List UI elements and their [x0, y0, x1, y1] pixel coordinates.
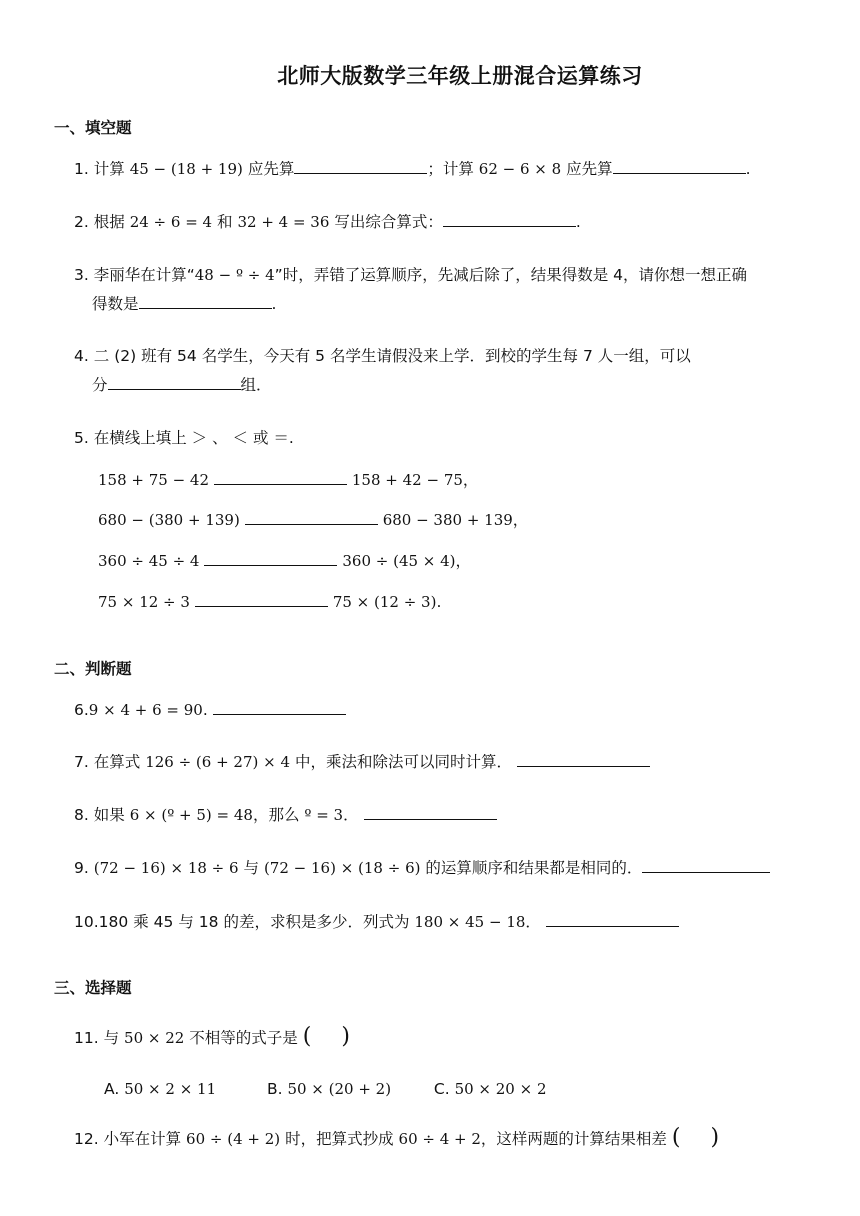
punctuation: ．	[525, 913, 541, 931]
question-4-line-1	[74, 344, 691, 368]
comparison-row	[98, 468, 478, 492]
question-number: 11.	[74, 1029, 99, 1047]
question-10	[74, 910, 679, 934]
answer-blank[interactable]	[204, 551, 337, 566]
class-number: (2)	[114, 347, 137, 365]
punctuation: .	[575, 213, 581, 231]
question-text: 的差，求积是多少．列式为	[223, 913, 410, 931]
number: 4	[613, 266, 624, 284]
question-text: 人一组，可以	[597, 347, 691, 365]
number: 180	[98, 913, 129, 931]
question-text: ，那么	[252, 806, 300, 824]
answer-blank[interactable]	[642, 858, 770, 873]
question-text: 名学生请假没来上学．到校的学生每	[329, 347, 578, 365]
question-text: 中，乘法和除法可以同时计算．	[294, 753, 512, 771]
question-text: 在横线上填上 ＞ 、 ＜ 或 ＝.	[93, 429, 294, 447]
math-expression: 680 − 380 + 139	[382, 511, 513, 529]
question-text: ，请你想一想正确	[623, 266, 748, 284]
answer-blank[interactable]	[195, 592, 328, 607]
punctuation: .	[202, 701, 208, 719]
question-number: 2.	[74, 213, 89, 231]
question-text: 计算	[93, 160, 125, 178]
comparison-row	[98, 549, 471, 573]
math-expression: 50 × 22	[124, 1029, 185, 1047]
answer-blank[interactable]	[108, 375, 241, 390]
question-number: 9.	[74, 859, 89, 877]
question-text: 与	[243, 859, 260, 877]
question-text: 根据	[93, 213, 125, 231]
option-label: A.	[104, 1080, 120, 1098]
math-expression: º = 3	[304, 806, 344, 824]
option-a[interactable]	[104, 1077, 262, 1101]
answer-blank[interactable]	[214, 470, 347, 485]
math-expression: 32 + 4 = 36	[237, 213, 330, 231]
math-expression: 680 − (380 + 139)	[98, 511, 240, 529]
answer-blank[interactable]	[546, 912, 679, 927]
question-number: 3.	[74, 266, 89, 284]
answer-blank[interactable]	[443, 212, 576, 227]
question-text: 名学生，今天有	[201, 347, 311, 365]
question-text: 与	[103, 1029, 120, 1047]
punctuation: ．	[343, 806, 359, 824]
question-number: 4.	[74, 347, 89, 365]
question-text: 和	[217, 213, 233, 231]
question-text: 李丽华在计算“	[93, 266, 195, 284]
option-label: C.	[433, 1080, 450, 1098]
math-expression: (72 − 16) × 18 ÷ 6	[93, 859, 239, 877]
question-text: 与	[178, 913, 194, 931]
question-3-line-2	[92, 292, 276, 316]
math-expression: 50 × (20 + 2)	[287, 1080, 392, 1098]
question-3-line-1	[74, 263, 747, 287]
question-text: 不相等的式子是	[189, 1029, 298, 1047]
question-12	[74, 1127, 719, 1151]
math-expression: 6 × (º + 5) = 48	[129, 806, 253, 824]
section-heading-true-false: 二、判断题	[54, 660, 132, 678]
punctuation: ，	[455, 552, 472, 570]
math-expression: 360 ÷ (45 × 4)	[342, 552, 456, 570]
answer-blank[interactable]	[139, 294, 272, 309]
question-text: 小军在计算	[103, 1130, 182, 1148]
section-heading-multiple-choice: 三、选择题	[54, 979, 132, 997]
math-expression: (72 − 16) × (18 ÷ 6)	[263, 859, 421, 877]
answer-blank[interactable]	[364, 805, 497, 820]
question-text: 在算式	[93, 753, 141, 771]
question-text: 应先算	[566, 160, 613, 178]
question-text: 得数是	[92, 295, 139, 313]
question-5	[74, 426, 294, 450]
number: 45	[153, 913, 174, 931]
math-expression: 45 − (18 + 19)	[129, 160, 243, 178]
math-expression: 158 + 42 − 75	[351, 471, 463, 489]
question-number: 10.	[74, 913, 99, 931]
punctuation: .	[745, 160, 751, 178]
answer-blank[interactable]	[517, 752, 650, 767]
number: 5	[315, 347, 326, 365]
comparison-row	[98, 590, 441, 614]
question-text: 班有	[141, 347, 173, 365]
math-expression: 60 ÷ (4 + 2)	[186, 1130, 281, 1148]
math-expression: 360 ÷ 45 ÷ 4	[98, 552, 200, 570]
question-11	[74, 1026, 350, 1050]
question-text: 时，把算式抄成	[285, 1130, 394, 1148]
answer-paren-open: (	[671, 1125, 681, 1150]
question-2	[74, 210, 581, 234]
question-text: ；计算	[427, 160, 474, 178]
math-expression: 180 × 45 − 18	[414, 913, 526, 931]
question-8	[74, 803, 497, 827]
number: 7	[582, 347, 593, 365]
question-number: 5.	[74, 429, 89, 447]
answer-blank[interactable]	[245, 510, 378, 525]
answer-paren-open: (	[302, 1024, 312, 1049]
question-text: 如果	[93, 806, 125, 824]
question-number: 8.	[74, 806, 89, 824]
question-number: 1.	[74, 160, 89, 178]
punctuation: ，	[462, 471, 479, 489]
math-expression: 126 ÷ (6 + 27) × 4	[145, 753, 291, 771]
question-text: 二	[93, 347, 110, 365]
page-title: 北师大版数学三年级上册混合运算练习	[277, 64, 643, 88]
answer-paren-close: )	[710, 1125, 720, 1150]
math-expression: 75 × (12 ÷ 3)	[332, 593, 437, 611]
math-expression: 75 × 12 ÷ 3	[98, 593, 190, 611]
punctuation: .	[271, 295, 277, 313]
question-number: 7.	[74, 753, 89, 771]
answer-paren-close: )	[341, 1024, 350, 1049]
math-expression: 48 − º ÷ 4	[194, 266, 275, 284]
math-expression: 158 + 75 − 42	[98, 471, 210, 489]
math-expression: 50 × 2 × 11	[124, 1080, 217, 1098]
question-9	[74, 856, 770, 880]
question-text: ，这样两题的计算结果相差	[480, 1130, 667, 1148]
question-7	[74, 750, 650, 774]
math-expression: 50 × 20 × 2	[454, 1080, 547, 1098]
option-label: B.	[266, 1080, 283, 1098]
comparison-row	[98, 508, 528, 532]
question-6	[74, 698, 346, 722]
number: 18	[198, 913, 219, 931]
question-number: 6.	[74, 701, 89, 719]
question-text: 应先算	[247, 160, 295, 178]
math-expression: 9 × 4 + 6 = 90	[88, 701, 203, 719]
section-heading-fill-in: 一、填空题	[54, 119, 132, 137]
question-text: 的运算顺序和结果都是相同的．	[425, 859, 643, 877]
punctuation: ，	[512, 511, 529, 529]
answer-blank[interactable]	[613, 159, 746, 174]
question-1	[74, 157, 751, 181]
question-number: 12.	[74, 1130, 99, 1148]
answer-blank[interactable]	[294, 159, 427, 174]
question-4-line-2	[92, 373, 272, 397]
question-text: 写出综合算式：	[334, 213, 443, 231]
question-text: 分	[92, 376, 108, 394]
math-expression: 24 ÷ 6 = 4	[129, 213, 213, 231]
question-text: ”时，弄错了运算顺序，先减后除了，结果得数是	[274, 266, 609, 284]
question-11-options	[104, 1077, 547, 1101]
question-text: 乘	[133, 913, 149, 931]
punctuation: .	[436, 593, 442, 611]
option-c[interactable]	[434, 1077, 547, 1101]
question-text: 组．	[240, 376, 272, 394]
answer-blank[interactable]	[213, 700, 346, 715]
option-b[interactable]	[267, 1077, 429, 1101]
math-expression: 60 ÷ 4 + 2	[398, 1130, 481, 1148]
number: 54	[177, 347, 197, 365]
math-expression: 62 − 6 × 8	[478, 160, 562, 178]
